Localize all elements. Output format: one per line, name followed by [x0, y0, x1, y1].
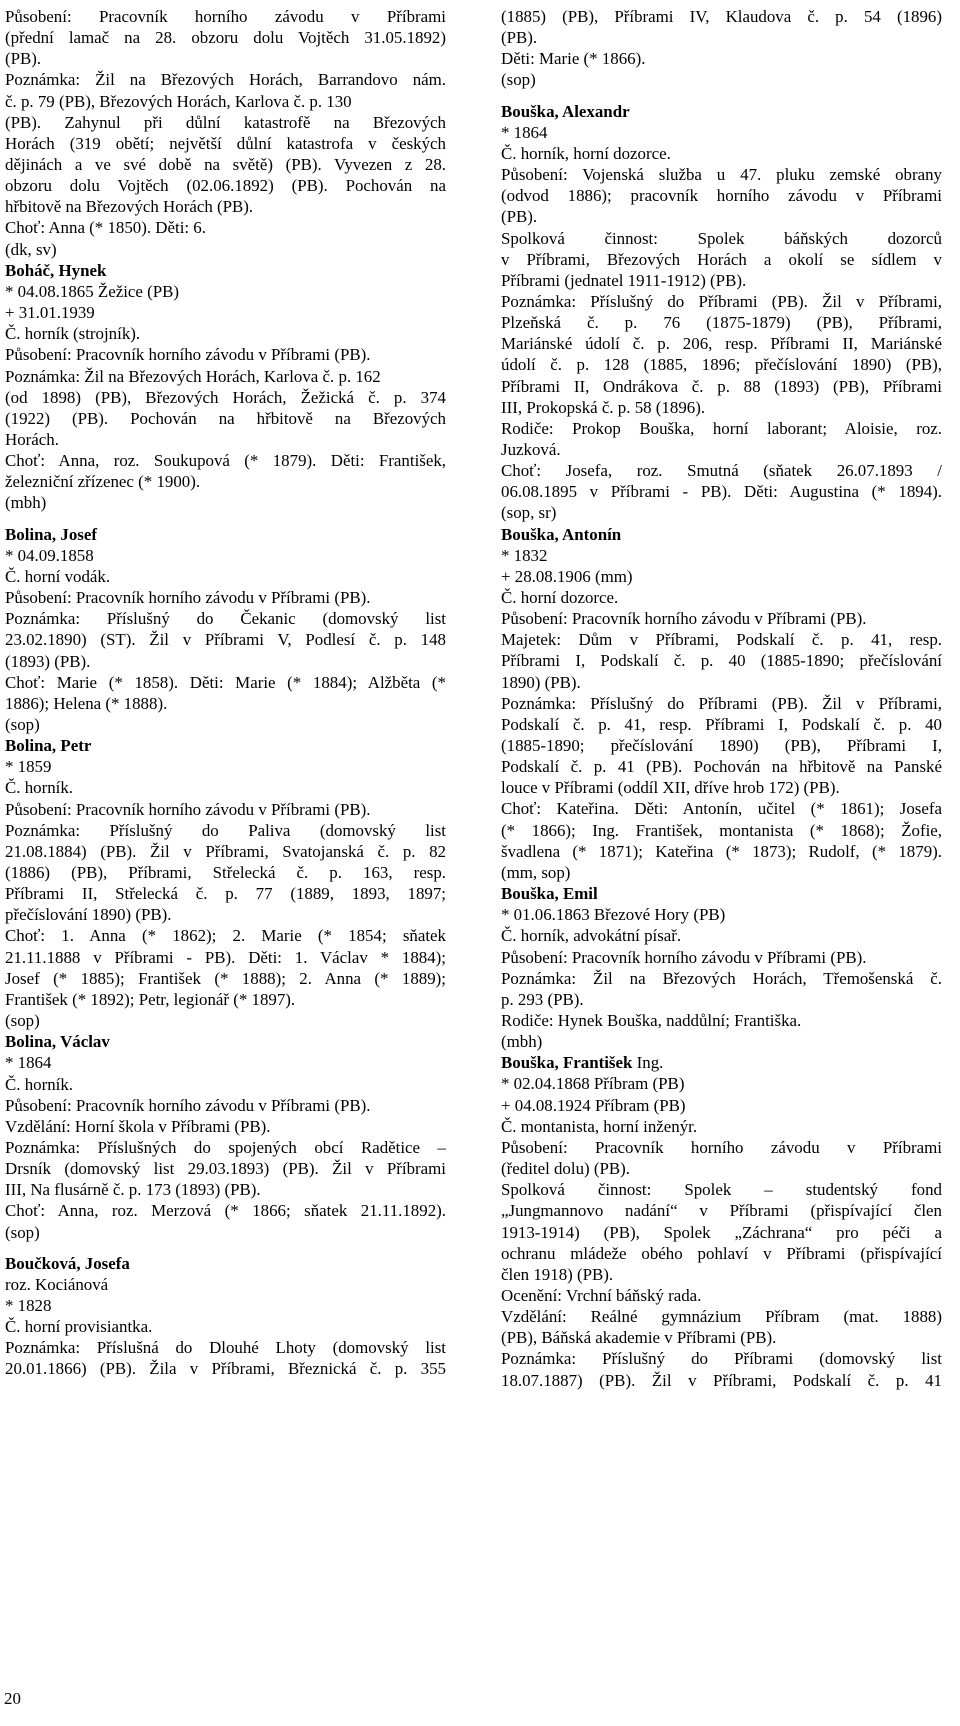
- text-line: 20.01.1866) (PB). Žila v Příbrami, Březnická č. p. 355: [5, 1359, 446, 1379]
- text-line: Spolková činnost: Spolek báňských dozorců: [501, 228, 942, 248]
- text-line: Příbrami II, Ondrákova č. p. 88 (1893) (PB), Příbrami: [501, 376, 942, 396]
- text-line: Choť: Kateřina. Děti: Antonín, učitel (* 1861); Josefa: [501, 799, 942, 819]
- text-line: (1885) (PB), Příbrami IV, Klaudova č. p. 54 (1896): [501, 7, 942, 26]
- text-line: Ocenění: Vrchní báňský rada.: [501, 1285, 702, 1305]
- text-line: Podskalí č. p. 41 (PB). Pochován na hřbitově na Panské: [501, 757, 942, 777]
- text-line: Poznámka: Příslušný do Příbrami (PB). Žil v Příbrami,: [501, 693, 942, 713]
- text-line: Choť: 1. Anna (* 1862); 2. Marie (* 1854; sňatek: [5, 926, 446, 946]
- text-line: (mbh): [501, 1032, 543, 1052]
- text-line: Poznámka: Žil na Březových Horách, Karlova č. p. 162: [5, 366, 381, 386]
- text-line: Poznámka: Žil na Březových Horách, Třemošenská č.: [501, 968, 942, 988]
- text-line: František (* 1892); Petr, legionář (* 1897).: [5, 989, 296, 1009]
- text-line: přečíslování 1890) (PB).: [5, 905, 172, 925]
- text-line: (* 1866); Ing. František, montanista (* 1868); Žofie,: [501, 820, 942, 840]
- entry-name: Bolina, Václav: [5, 1032, 110, 1052]
- text-line: * 1832: [501, 545, 548, 565]
- name-suffix: Ing.: [632, 1053, 664, 1073]
- text-line: * 1864: [501, 122, 548, 142]
- text-line: č. p. 79 (PB), Březových Horách, Karlova č. p. 130: [5, 91, 352, 111]
- text-line: 1890) (PB).: [501, 672, 581, 692]
- text-line: p. 293 (PB).: [501, 989, 584, 1009]
- text-line: * 04.08.1865 Žežice (PB): [5, 281, 180, 301]
- text-line: 21.08.1884) (PB). Žil v Příbrami, Svatojanská č. p. 82: [5, 841, 446, 861]
- text-line: Poznámka: Příslušný do Příbrami (domovský list: [501, 1349, 942, 1369]
- text-line: Horách.: [5, 429, 59, 449]
- text-line: 06.08.1895 v Příbrami - PB). Děti: Augustina (* 1894).: [501, 482, 942, 502]
- text-line: Působení: Pracovník horního závodu v Příbrami (PB).: [501, 947, 867, 967]
- text-line: obzoru dolu Vojtěch (02.06.1892) (PB). Pochován na: [5, 176, 446, 196]
- text-line: louce v Příbrami (oddíl XII, dříve hrob 172) (PB).: [501, 778, 840, 798]
- text-line: (PB).: [501, 28, 538, 48]
- text-line: + 28.08.1906 (mm): [501, 566, 633, 586]
- text-line: v Příbrami, Březových Horách a okolí se sídlem v: [501, 249, 942, 269]
- text-line: III, Prokopská č. p. 58 (1896).: [501, 397, 706, 417]
- text-line: + 31.01.1939: [5, 303, 95, 323]
- text-line: (sop, sr): [501, 503, 557, 523]
- text-line: Podskalí č. p. 41, resp. Příbrami I, Podskalí č. p. 40: [501, 714, 942, 734]
- text-line: Č. horník.: [5, 1074, 74, 1094]
- text-line: Č. horník (strojník).: [5, 324, 141, 344]
- text-line: Poznámka: Příslušný do Paliva (domovský list: [5, 820, 446, 840]
- text-line: Plzeňská č. p. 76 (1875-1879) (PB), Příbrami,: [501, 313, 942, 333]
- text-line: Choť: Marie (* 1858). Děti: Marie (* 1884); Alžběta (*: [5, 672, 446, 692]
- text-line: hřbitově na Březových Horách (PB).: [5, 197, 254, 217]
- text-line: Č. horník.: [5, 778, 74, 798]
- text-line: (sop): [5, 1222, 40, 1242]
- text-line: Působení: Pracovník horního závodu v Příbrami (PB).: [501, 609, 867, 629]
- text-line: Příbrami I, Podskalí č. p. 40 (1885-1890; přečíslování: [501, 651, 942, 671]
- text-line: Choť: Anna, roz. Soukupová (* 1879). Děti: František,: [5, 451, 446, 471]
- text-line: Rodiče: Hynek Bouška, naddůlní; Františka.: [501, 1010, 802, 1030]
- text-line: (1886) (PB), Příbrami, Střelecká č. p. 163, resp.: [5, 863, 446, 883]
- text-line: údolí č. p. 128 (1885, 1896; přečíslování 1890) (PB),: [501, 355, 942, 375]
- text-line: (dk, sv): [5, 239, 57, 259]
- text-line: * 1828: [5, 1296, 52, 1316]
- text-line: Vzdělání: Horní škola v Příbrami (PB).: [5, 1116, 271, 1136]
- text-line: 23.02.1890) (ST). Žil v Příbrami V, Podlesí č. p. 148: [5, 630, 446, 650]
- text-line: Působení: Pracovník horního závodu v Příbrami (PB).: [5, 799, 371, 819]
- text-line: Č. montanista, horní inženýr.: [501, 1116, 698, 1136]
- text-line: (1922) (PB). Pochován na hřbitově na Březových: [5, 408, 446, 428]
- text-line: Působení: Pracovník horního závodu v Příbrami (PB).: [5, 345, 371, 365]
- text-line: (mbh): [5, 493, 47, 513]
- text-line: (mm, sop): [501, 862, 571, 882]
- text-line: (ředitel dolu) (PB).: [501, 1159, 630, 1179]
- text-line: Majetek: Dům v Příbrami, Podskalí č. p. 41, resp.: [501, 630, 942, 650]
- text-line: Drsník (domovský list 29.03.1893) (PB). Žil v Příbrami: [5, 1159, 446, 1179]
- text-line: * 01.06.1863 Březové Hory (PB): [501, 905, 726, 925]
- text-line: Působení: Pracovník horního závodu v Příbrami: [5, 7, 446, 26]
- entry-name: Boučková, Josefa: [5, 1253, 130, 1273]
- text-line: Choť: Anna, roz. Merzová (* 1866; sňatek 21.11.1892).: [5, 1201, 446, 1221]
- text-line: 21.11.1888 v Příbrami - PB). Děti: 1. Václav * 1884);: [5, 947, 446, 967]
- text-line: + 04.08.1924 Příbram (PB): [501, 1095, 686, 1115]
- text-line: 18.07.1887) (PB). Žil v Příbrami, Podskalí č. p. 41: [501, 1370, 942, 1390]
- text-line: (odvod 1886); pracovník horního závodu v Příbrami: [501, 186, 942, 206]
- text-line: „Jungmannovo nadání“ v Příbrami (přispívající člen: [501, 1201, 942, 1221]
- text-line: (PB).: [5, 49, 42, 69]
- text-line: Příbrami (jednatel 1911-1912) (PB).: [501, 270, 747, 290]
- text-line: Působení: Vojenská služba u 47. pluku zemské obrany: [501, 165, 942, 185]
- text-line: Č. horní vodák.: [5, 566, 111, 586]
- text-line: Č. horní dozorce.: [501, 588, 619, 608]
- text-line: Poznámka: Příslušných do spojených obcí Radětice –: [5, 1137, 446, 1157]
- text-line: Josef (* 1885); František (* 1888); 2. Anna (* 1889);: [5, 968, 446, 988]
- text-line: ochranu mládeže obého pohlaví v Příbrami (přispívající: [501, 1243, 942, 1263]
- text-line: Spolková činnost: Spolek – studentský fond: [501, 1180, 942, 1200]
- text-line: Rodiče: Prokop Bouška, horní laborant; Aloisie, roz.: [501, 418, 942, 438]
- text-line: * 02.04.1868 Příbram (PB): [501, 1074, 685, 1094]
- text-line: (od 1898) (PB), Březových Horách, Žežická č. p. 374: [5, 387, 446, 407]
- text-line: (přední lamač na 28. obzoru dolu Vojtěch 31.05.1892): [5, 28, 446, 48]
- text-line: (PB), Báňská akademie v Příbrami (PB).: [501, 1328, 777, 1348]
- text-line: * 1864: [5, 1053, 52, 1073]
- text-line: Poznámka: Příslušný do Čekanic (domovský list: [5, 609, 446, 629]
- entry-separator: [501, 91, 942, 101]
- text-line: 1886); Helena (* 1888).: [5, 693, 168, 713]
- text-line: (1885-1890; přečíslování 1890) (PB), Příbrami I,: [501, 736, 942, 756]
- text-line: (sop): [5, 714, 40, 734]
- entry-name: Bouška, Emil: [501, 884, 598, 904]
- text-line: roz. Kociánová: [5, 1274, 109, 1294]
- page-number: 20: [4, 1689, 21, 1708]
- text-line: Č. horní provisiantka.: [5, 1317, 153, 1337]
- text-line: železniční zřízenec (* 1900).: [5, 472, 201, 492]
- text-line: dějinách a ve své době na světě) (PB). Vyvezen z 28.: [5, 155, 446, 175]
- text-line: švadlena (* 1871); Kateřina (* 1873); Rudolf, (* 1879).: [501, 841, 942, 861]
- text-line: (1893) (PB).: [5, 651, 91, 671]
- entry-name: Bolina, Petr: [5, 736, 92, 756]
- text-line: III, Na flusárně č. p. 173 (1893) (PB).: [5, 1180, 261, 1200]
- text-line: (sop): [501, 70, 536, 90]
- entry-name: Boháč, Hynek: [5, 260, 107, 280]
- entry-separator: [5, 1243, 446, 1253]
- text-line: člen 1918) (PB).: [501, 1264, 614, 1284]
- text-line: Působení: Pracovník horního závodu v Příbrami (PB).: [5, 588, 371, 608]
- entry-name: Bouška, Antonín: [501, 524, 622, 544]
- text-line: Působení: Pracovník horního závodu v Příbrami (PB).: [5, 1095, 371, 1115]
- text-line: Choť: Josefa, roz. Smutná (sňatek 26.07.1893 /: [501, 461, 942, 481]
- text-line: * 04.09.1858: [5, 545, 94, 565]
- text-line: (PB). Zahynul při důlní katastrofě na Březových: [5, 112, 446, 132]
- text-line: Č. horník, horní dozorce.: [501, 143, 671, 163]
- text-line: * 1859: [5, 757, 52, 777]
- text-line: Horách (319 obětí; největší důlní katastrofa v českých: [5, 133, 446, 153]
- text-line: Vzdělání: Reálné gymnázium Příbram (mat. 1888): [501, 1307, 942, 1327]
- text-line: Juzková.: [501, 439, 561, 459]
- text-line: Choť: Anna (* 1850). Děti: 6.: [5, 218, 206, 238]
- text-line: Děti: Marie (* 1866).: [501, 49, 646, 69]
- text-line: Mariánské údolí č. p. 206, resp. Příbrami II, Mariánské: [501, 334, 942, 354]
- text-line: (PB).: [501, 207, 538, 227]
- text-line: Poznámka: Žil na Březových Horách, Barrandovo nám.: [5, 70, 446, 90]
- entry-name: Bouška, Alexandr: [501, 101, 630, 121]
- text-line: (sop): [5, 1011, 40, 1031]
- text-line: Působení: Pracovník horního závodu v Příbrami: [501, 1137, 942, 1157]
- text-line: 1913-1914) (PB), Spolek „Záchrana“ pro péči a: [501, 1222, 942, 1242]
- left-column: [5, 6, 446, 1380]
- entry-name: Bolina, Josef: [5, 524, 97, 544]
- right-column: [501, 6, 942, 1391]
- text-line: Č. horník, advokátní písař.: [501, 926, 682, 946]
- text-line: Příbrami II, Střelecká č. p. 77 (1889, 1893, 1897;: [5, 884, 446, 904]
- entry-separator: [5, 514, 446, 524]
- text-line: Poznámka: Příslušná do Dlouhé Lhoty (domovský list: [5, 1338, 446, 1358]
- text-line: Poznámka: Příslušný do Příbrami (PB). Žil v Příbrami,: [501, 291, 942, 311]
- entry-name: Bouška, František Ing.: [501, 1053, 664, 1073]
